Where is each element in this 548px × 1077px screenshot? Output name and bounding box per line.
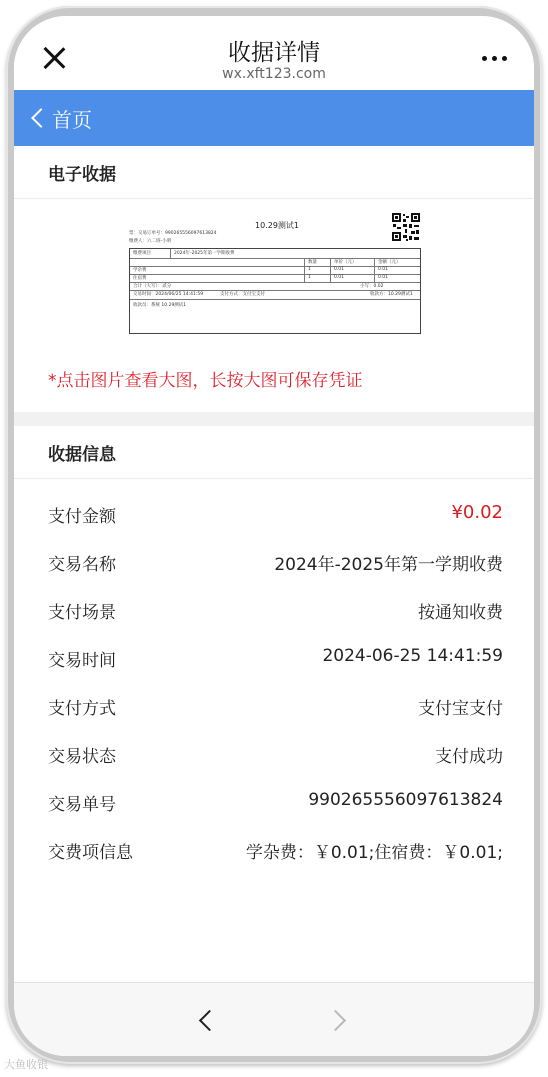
page-url: wx.xft123.com bbox=[222, 66, 326, 82]
info-value: 支付成功 bbox=[435, 747, 503, 767]
home-back-button[interactable] bbox=[28, 104, 92, 132]
receipt-table-row: 学杂费 1 0.01 0.01 bbox=[130, 266, 420, 275]
watermark: 大鱼收银 bbox=[4, 1058, 48, 1071]
info-value: ¥0.02 bbox=[451, 502, 503, 523]
screen bbox=[14, 16, 534, 1056]
info-row-order-no bbox=[14, 778, 534, 826]
info-label: 支付方式 bbox=[48, 699, 116, 719]
info-label: 交易时间 bbox=[48, 651, 116, 671]
info-row-trade-name bbox=[14, 538, 534, 586]
receipt-table-row: 缴费项目 2024年-2025年第一学期收费 bbox=[130, 249, 420, 259]
info-row-status bbox=[14, 730, 534, 778]
info-row-method bbox=[14, 682, 534, 730]
chevron-left-icon bbox=[199, 1010, 220, 1031]
receipt-section-title: 电子收据 bbox=[48, 165, 116, 185]
home-back-label: 首页 bbox=[52, 107, 92, 132]
info-label: 交易名称 bbox=[48, 555, 116, 575]
info-row-time bbox=[14, 634, 534, 682]
chevron-right-icon bbox=[325, 1010, 346, 1031]
qr-code-icon bbox=[391, 212, 421, 242]
receipt-table-row: 合计（大写）：贰分 小写：0.02 bbox=[130, 282, 420, 291]
info-label: 支付金额 bbox=[48, 507, 116, 527]
browser-back-button[interactable] bbox=[192, 1005, 220, 1033]
info-label: 支付场景 bbox=[48, 603, 116, 623]
info-section-title: 收据信息 bbox=[48, 445, 116, 465]
receipt-table-row: 住宿费 1 0.01 0.01 bbox=[130, 274, 420, 283]
info-row-scene bbox=[14, 586, 534, 634]
receipt-title: 10.29测试1 bbox=[255, 221, 299, 230]
info-label: 交易状态 bbox=[48, 747, 116, 767]
receipt-section-header bbox=[14, 146, 534, 199]
info-value: 2024-06-25 14:41:59 bbox=[322, 646, 503, 666]
receipt-table-row: 数量 单价（元） 金额（元） bbox=[130, 258, 420, 267]
receipt-hint-text: *点击图片查看大图，长按大图可保存凭证 bbox=[48, 371, 363, 391]
nav-bar bbox=[14, 90, 534, 146]
info-value: 支付宝支付 bbox=[418, 699, 503, 719]
browser-bottom-bar bbox=[14, 982, 534, 1056]
info-value: 按通知收费 bbox=[418, 603, 503, 623]
receipt-order-line: 票：交易订单号：990265556097613824 bbox=[129, 231, 217, 236]
info-label: 交易单号 bbox=[48, 795, 116, 815]
info-label: 交费项信息 bbox=[48, 843, 133, 863]
chevron-left-icon bbox=[31, 108, 51, 128]
info-value: 990265556097613824 bbox=[308, 790, 503, 810]
title-bar bbox=[14, 16, 534, 90]
receipt-table bbox=[129, 248, 421, 334]
info-row-fee-items bbox=[14, 826, 534, 874]
info-value: 2024年-2025年第一学期收费 bbox=[274, 555, 503, 575]
info-value: 学杂费：￥0.01;住宿费：￥0.01; bbox=[245, 843, 503, 863]
browser-forward-button[interactable] bbox=[326, 1005, 354, 1033]
section-divider bbox=[14, 412, 534, 426]
receipt-image[interactable] bbox=[127, 212, 421, 336]
receipt-table-row: 收款员：系统 10.29测试1 bbox=[133, 303, 187, 308]
info-row-amount bbox=[14, 490, 534, 538]
receipt-table-row: 交易时间：2024/06/25 14:41:59 支付方式：支付宝支付 收款方：10.29测试1 bbox=[130, 290, 420, 300]
more-icon[interactable] bbox=[482, 56, 510, 62]
page-title: 收据详情 bbox=[228, 40, 320, 66]
receipt-payer-line: 缴费人：六二班-小明 bbox=[129, 239, 172, 244]
info-section-header bbox=[14, 426, 534, 479]
